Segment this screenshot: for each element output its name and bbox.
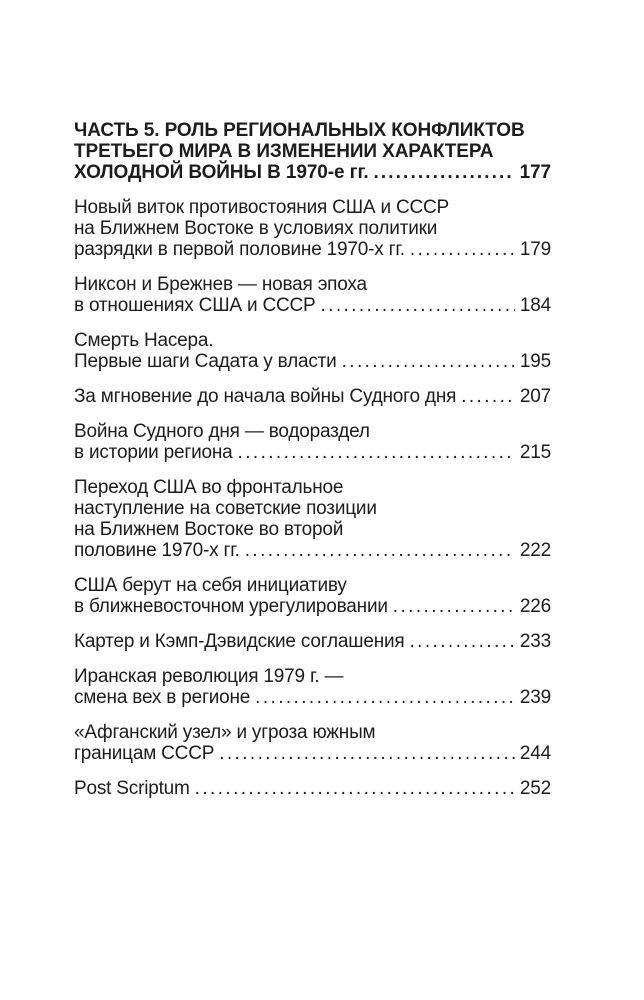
- page-number: 239: [519, 687, 551, 708]
- toc-entry: [74, 330, 551, 372]
- toc-entry-title: Post Scriptum: [74, 778, 190, 799]
- dot-leader: [219, 743, 515, 764]
- toc-entry-lastline: [74, 162, 551, 183]
- toc-list: [74, 120, 551, 813]
- toc-entry-title: границам СССР: [74, 743, 215, 764]
- toc-entry-line: «Афганский узел» и угроза южным: [74, 722, 376, 743]
- toc-entry: [74, 477, 551, 561]
- dot-leader: [320, 295, 514, 316]
- toc-entry-lastline: [74, 239, 551, 260]
- toc-entry-line: ТРЕТЬЕГО МИРА В ИЗМЕНЕНИИ ХАРАКТЕРА: [74, 141, 494, 162]
- toc-entry-title: в отношениях США и СССР: [74, 295, 316, 316]
- toc-entry-line: США берут на себя инициативу: [74, 575, 347, 596]
- toc-entry-line: на Ближнем Востоке в условиях политики: [74, 218, 438, 239]
- toc-entry-lastline: [74, 540, 551, 561]
- page-number: 226: [519, 596, 551, 617]
- page-number: 207: [519, 386, 551, 407]
- dot-leader: [255, 687, 515, 708]
- toc-entry-title: ХОЛОДНОЙ ВОЙНЫ В 1970-е гг.: [74, 162, 369, 183]
- page-number: 222: [519, 540, 551, 561]
- toc-entry-line: Смерть Насера.: [74, 330, 214, 351]
- toc-entry: [74, 722, 551, 764]
- toc-entry-line: ЧАСТЬ 5. РОЛЬ РЕГИОНАЛЬНЫХ КОНФЛИКТОВ: [74, 120, 525, 141]
- toc-entry-lastline: [74, 442, 551, 463]
- toc-entry-lastline: [74, 743, 551, 764]
- toc-entry: [74, 274, 551, 316]
- dot-leader: [238, 442, 515, 463]
- page-number: 179: [519, 239, 551, 260]
- page-number: 244: [519, 743, 551, 764]
- toc-heading-entry: [74, 120, 551, 183]
- toc-entry: [74, 197, 551, 260]
- toc-entry-title: в истории региона: [74, 442, 233, 463]
- toc-entry-title: Картер и Кэмп-Дэвидские соглашения: [74, 631, 405, 652]
- toc-entry-line: на Ближнем Востоке во второй: [74, 519, 344, 540]
- toc-entry-title: в ближневосточном урегулировании: [74, 596, 388, 617]
- toc-entry-title: смена вех в регионе: [74, 687, 251, 708]
- dot-leader: [410, 239, 515, 260]
- toc-entry-lastline: [74, 386, 551, 407]
- toc-entry: [74, 386, 551, 407]
- dot-leader: [393, 596, 515, 617]
- toc-entry: [74, 631, 551, 652]
- page-number: 252: [519, 778, 551, 799]
- dot-leader: [410, 631, 515, 652]
- toc-entry-line: Переход США во фронтальное: [74, 477, 344, 498]
- toc-entry-line: Иранская революция 1979 г. —: [74, 666, 344, 687]
- page-number: 215: [519, 442, 551, 463]
- toc-entry-lastline: [74, 351, 551, 372]
- toc-entry-line: наступление на советские позиции: [74, 498, 377, 519]
- dot-leader: [461, 386, 515, 407]
- toc-entry-title: разрядки в первой половине 1970-х гг.: [74, 239, 405, 260]
- toc-entry: [74, 778, 551, 799]
- toc-entry-lastline: [74, 596, 551, 617]
- toc-entry-lastline: [74, 778, 551, 799]
- page-number: 233: [519, 631, 551, 652]
- toc-entry-title: Первые шаги Садата у власти: [74, 351, 337, 372]
- page-number: 195: [519, 351, 551, 372]
- toc-entry-line: Никсон и Брежнев — новая эпоха: [74, 274, 367, 295]
- toc-entry-title: половине 1970-х гг.: [74, 540, 240, 561]
- dot-leader: [374, 162, 515, 183]
- page-number: 177: [519, 162, 551, 183]
- toc-entry-lastline: [74, 295, 551, 316]
- page-number: 184: [519, 295, 551, 316]
- toc-entry: [74, 421, 551, 463]
- dot-leader: [245, 540, 515, 561]
- toc-entry-lastline: [74, 631, 551, 652]
- dot-leader: [342, 351, 515, 372]
- toc-entry-line: Новый виток противостояния США и СССР: [74, 197, 449, 218]
- toc-entry-lastline: [74, 687, 551, 708]
- toc-entry: [74, 666, 551, 708]
- toc-entry-line: Война Судного дня — водораздел: [74, 421, 370, 442]
- toc-entry: [74, 575, 551, 617]
- toc-entry-title: За мгновение до начала войны Судного дня: [74, 386, 457, 407]
- dot-leader: [195, 778, 515, 799]
